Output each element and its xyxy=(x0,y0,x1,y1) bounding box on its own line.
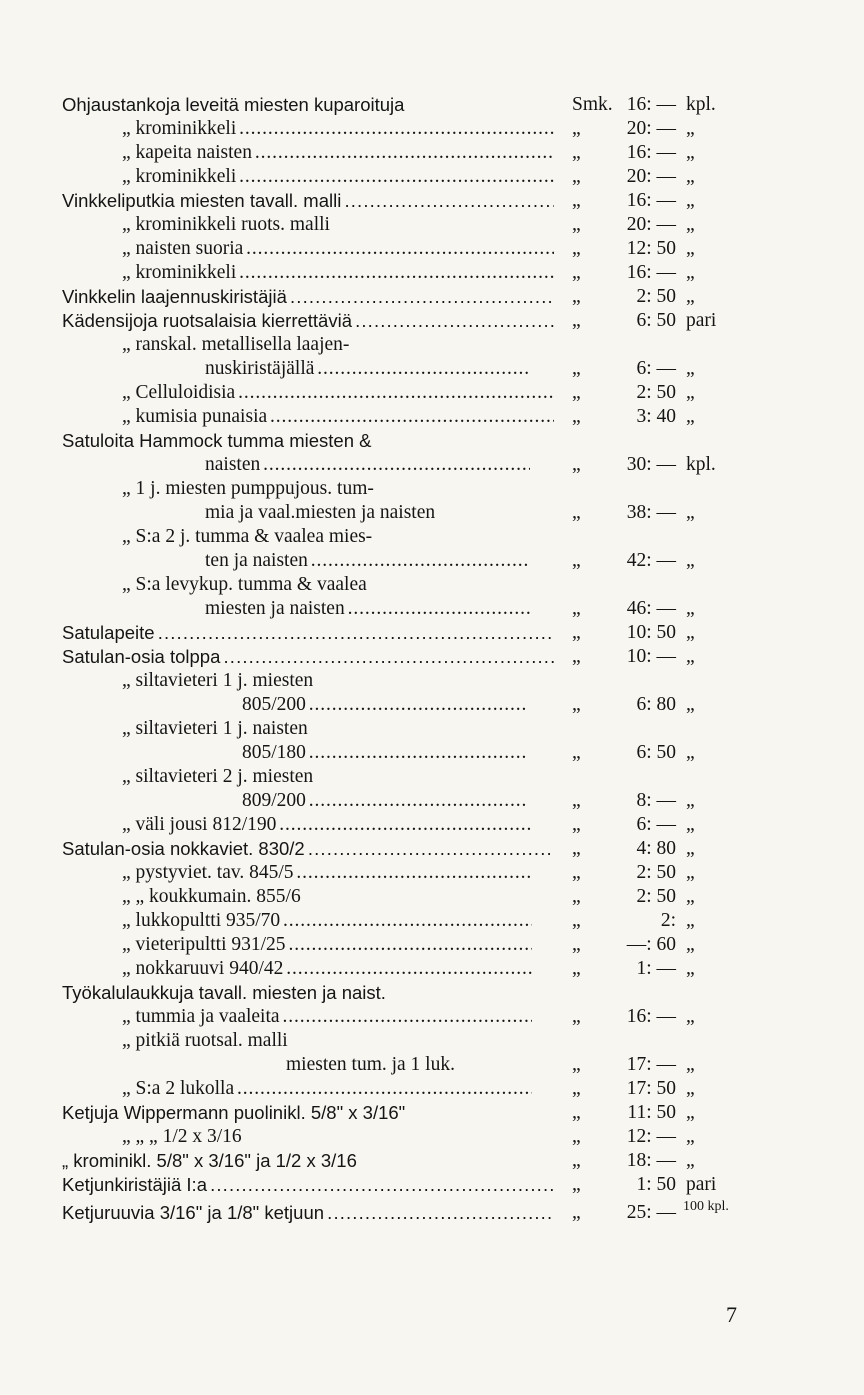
price-value: 6: — xyxy=(636,358,676,379)
item-description: Satulan-osia tolppa . . . xyxy=(62,644,554,670)
currency-column: „ xyxy=(572,358,581,379)
currency-column: „ xyxy=(572,238,581,259)
price-value: 12: — xyxy=(626,1126,676,1147)
unit-label: „ xyxy=(686,166,695,187)
price-row xyxy=(0,716,864,742)
currency-column: „ xyxy=(572,190,581,211)
price-row xyxy=(0,980,864,1006)
price-row xyxy=(0,140,864,166)
unit-label: „ xyxy=(686,1126,695,1147)
price-value: 30: — xyxy=(626,454,676,475)
currency-column: „ xyxy=(572,1078,581,1099)
unit-label: „ xyxy=(686,598,695,619)
unit-label: „ xyxy=(686,1006,695,1027)
price-row xyxy=(0,500,864,526)
currency-column: „ xyxy=(572,118,581,139)
currency-column: „ xyxy=(572,742,581,763)
item-description: „ 1 j. miesten pumppujous. tum- xyxy=(122,478,374,499)
price-value: 2: xyxy=(660,910,676,931)
price-value: 17: — xyxy=(626,1054,676,1075)
currency-column: „ xyxy=(572,1202,581,1223)
price-row xyxy=(0,836,864,862)
unit-label: „ xyxy=(686,142,695,163)
price-row xyxy=(0,1172,864,1198)
currency-column: „ xyxy=(572,1102,581,1123)
price-value: 42: — xyxy=(626,550,676,571)
currency-column: „ xyxy=(572,886,581,907)
price-value: 10: — xyxy=(626,646,676,667)
item-description: „ S:a 2 lukolla . . . xyxy=(122,1076,532,1102)
unit-label: kpl. xyxy=(686,94,716,115)
currency-column: „ xyxy=(572,958,581,979)
price-value: 18: — xyxy=(626,1150,676,1171)
price-row xyxy=(0,404,864,430)
price-row xyxy=(0,956,864,982)
price-row xyxy=(0,764,864,790)
price-value: 16: — xyxy=(626,190,676,211)
price-row xyxy=(0,692,864,718)
price-row xyxy=(0,380,864,406)
item-description: naisten . . . xyxy=(205,452,530,478)
unit-label: 100 kpl. xyxy=(683,1199,729,1214)
item-description: mia ja vaal.miesten ja naisten xyxy=(205,502,436,523)
price-row xyxy=(0,188,864,214)
price-row xyxy=(0,884,864,910)
currency-column: „ xyxy=(572,406,581,427)
item-description: „ „ koukkumain. 855/6 xyxy=(122,886,301,907)
price-row xyxy=(0,476,864,502)
currency-column: „ xyxy=(572,1174,581,1195)
unit-label: „ xyxy=(686,886,695,907)
price-value: 20: — xyxy=(626,118,676,139)
unit-label: pari xyxy=(686,310,717,331)
item-description: „ tummia ja vaaleita . . . xyxy=(122,1004,532,1030)
unit-label: „ xyxy=(686,790,695,811)
price-row xyxy=(0,524,864,550)
item-description: „ S:a levykup. tumma & vaalea xyxy=(122,574,367,595)
price-value: 16: — xyxy=(626,142,676,163)
item-description: „ siltavieteri 2 j. miesten xyxy=(122,766,314,787)
item-description: „ krominikkeli . . . xyxy=(122,164,554,190)
price-row xyxy=(0,308,864,334)
price-value: 11: 50 xyxy=(627,1102,676,1123)
item-description: Ketjuruuvia 3/16" ja 1/8" ketjuun . . . xyxy=(62,1200,554,1226)
currency-column: „ xyxy=(572,1126,581,1147)
item-description: Satulapeite . . . xyxy=(62,620,554,646)
item-description: „ siltavieteri 1 j. naisten xyxy=(122,718,308,739)
currency-column: „ xyxy=(572,502,581,523)
item-description: „ lukkopultti 935/70 . . . xyxy=(122,908,532,934)
unit-label: „ xyxy=(686,958,695,979)
price-row xyxy=(0,620,864,646)
price-row xyxy=(0,116,864,142)
item-description: „ naisten suoria . . . xyxy=(122,236,554,262)
unit-label: „ xyxy=(686,190,695,211)
item-description: „ ranskal. metallisella laajen- xyxy=(122,334,350,355)
price-row xyxy=(0,164,864,190)
price-row xyxy=(0,1124,864,1150)
price-row xyxy=(0,1148,864,1174)
item-description: „ kapeita naisten . . . xyxy=(122,140,554,166)
price-value: 38: — xyxy=(626,502,676,523)
price-value: 12: 50 xyxy=(626,238,676,259)
price-value: 20: — xyxy=(626,166,676,187)
page-number: 7 xyxy=(726,1302,737,1327)
item-description: Ohjaustankoja leveitä miesten kuparoituja xyxy=(62,94,405,115)
currency-column: „ xyxy=(572,790,581,811)
item-description: „ kumisia punaisia . . . xyxy=(122,404,554,430)
unit-label: „ xyxy=(686,742,695,763)
item-description: miesten ja naisten . . . xyxy=(205,596,530,622)
item-description: „ nokkaruuvi 940/42 . . . xyxy=(122,956,532,982)
unit-label: „ xyxy=(686,406,695,427)
currency-column: „ xyxy=(572,694,581,715)
unit-label: „ xyxy=(686,838,695,859)
price-value: 1: — xyxy=(636,958,676,979)
price-row xyxy=(0,908,864,934)
price-value: 1: 50 xyxy=(636,1174,676,1195)
price-row xyxy=(0,92,864,118)
currency-column: „ xyxy=(572,1006,581,1027)
item-description: „ Celluloidisia . . . xyxy=(122,380,554,406)
price-value: 16: — xyxy=(626,94,676,115)
price-row xyxy=(0,1028,864,1054)
unit-label: „ xyxy=(686,1078,695,1099)
price-row xyxy=(0,812,864,838)
price-row xyxy=(0,644,864,670)
unit-label: „ xyxy=(686,1150,695,1171)
price-value: 3: 40 xyxy=(636,406,676,427)
unit-label: „ xyxy=(686,502,695,523)
item-description: Vinkkeliputkia miesten tavall. malli . . . xyxy=(62,188,554,214)
item-description: Vinkkelin laajennuskiristäjiä . . . xyxy=(62,284,554,310)
price-value: 6: 50 xyxy=(636,742,676,763)
price-row xyxy=(0,596,864,622)
currency-column: „ xyxy=(572,622,581,643)
price-row xyxy=(0,284,864,310)
price-value: 16: — xyxy=(626,262,676,283)
unit-label: „ xyxy=(686,262,695,283)
currency-column: „ xyxy=(572,286,581,307)
item-description: ten ja naisten . . . xyxy=(205,548,530,574)
price-value: 8: — xyxy=(636,790,676,811)
unit-label: „ xyxy=(686,934,695,955)
unit-label: „ xyxy=(686,694,695,715)
currency-column: „ xyxy=(572,142,581,163)
unit-label: „ xyxy=(686,358,695,379)
price-row xyxy=(0,740,864,766)
price-row xyxy=(0,860,864,886)
unit-label: „ xyxy=(686,382,695,403)
currency-column: „ xyxy=(572,262,581,283)
unit-label: „ xyxy=(686,1054,695,1075)
price-row xyxy=(0,236,864,262)
item-description: „ krominikl. 5/8" x 3/16" ja 1/2 x 3/16 xyxy=(62,1150,357,1171)
unit-label: „ xyxy=(686,214,695,235)
currency-column: „ xyxy=(572,214,581,235)
item-description: Satuloita Hammock tumma miesten & xyxy=(62,430,372,451)
unit-label: „ xyxy=(686,862,695,883)
price-value: 46: — xyxy=(626,598,676,619)
price-row xyxy=(0,332,864,358)
item-description: „ pitkiä ruotsal. malli xyxy=(122,1030,288,1051)
currency-column: „ xyxy=(572,862,581,883)
price-value: 6: — xyxy=(636,814,676,835)
price-value: 16: — xyxy=(626,1006,676,1027)
price-value: 6: 80 xyxy=(636,694,676,715)
unit-label: pari xyxy=(686,1174,717,1195)
unit-label: „ xyxy=(686,1102,695,1123)
price-row xyxy=(0,572,864,598)
unit-label: „ xyxy=(686,646,695,667)
unit-label: „ xyxy=(686,814,695,835)
price-value: 2: 50 xyxy=(636,382,676,403)
currency-column: „ xyxy=(572,598,581,619)
price-value: 2: 50 xyxy=(636,286,676,307)
price-row xyxy=(0,452,864,478)
price-value: —: 60 xyxy=(626,934,676,955)
price-value: 2: 50 xyxy=(636,862,676,883)
price-row xyxy=(0,1076,864,1102)
price-value: 2: 50 xyxy=(636,886,676,907)
unit-label: „ xyxy=(686,910,695,931)
price-row xyxy=(0,548,864,574)
item-description: „ pystyviet. tav. 845/5 . . . xyxy=(122,860,532,886)
item-description: „ krominikkeli . . . xyxy=(122,116,554,142)
item-description: „ siltavieteri 1 j. miesten xyxy=(122,670,314,691)
item-description: Satulan-osia nokkaviet. 830/2 . . . xyxy=(62,836,554,862)
price-row xyxy=(0,1200,864,1226)
item-description: 805/180 . . . xyxy=(242,740,527,766)
item-description: Kädensijoja ruotsalaisia kierrettäviä . . . xyxy=(62,308,554,334)
price-row xyxy=(0,668,864,694)
unit-label: „ xyxy=(686,286,695,307)
currency-column: „ xyxy=(572,838,581,859)
price-row xyxy=(0,428,864,454)
currency-column: „ xyxy=(572,646,581,667)
price-row xyxy=(0,932,864,958)
currency-column: „ xyxy=(572,382,581,403)
price-value: 6: 50 xyxy=(636,310,676,331)
currency-column: „ xyxy=(572,550,581,571)
unit-label: „ xyxy=(686,118,695,139)
price-value: 4: 80 xyxy=(636,838,676,859)
item-description: „ krominikkeli ruots. malli xyxy=(122,214,330,235)
item-description: miesten tum. ja 1 luk. xyxy=(286,1054,455,1075)
currency-column: „ xyxy=(572,166,581,187)
currency-column: Smk. xyxy=(572,94,613,115)
currency-column: „ xyxy=(572,310,581,331)
currency-column: „ xyxy=(572,814,581,835)
unit-label: „ xyxy=(686,622,695,643)
price-row xyxy=(0,1052,864,1078)
price-row xyxy=(0,788,864,814)
item-description: „ krominikkeli . . . xyxy=(122,260,554,286)
currency-column: „ xyxy=(572,1054,581,1075)
item-description: Työkalulaukkuja tavall. miesten ja naist. xyxy=(62,982,386,1003)
item-description: „ vieteripultti 931/25 . . . xyxy=(122,932,532,958)
price-value: 25: — xyxy=(626,1202,676,1223)
price-row xyxy=(0,356,864,382)
item-description: nuskiristäjällä . . . xyxy=(205,356,530,382)
item-description: Ketjunkiristäjiä I:a . . . xyxy=(62,1172,554,1198)
item-description: „ väli jousi 812/190 . . . xyxy=(122,812,532,838)
item-description: Ketjuja Wippermann puolinikl. 5/8" x 3/16" xyxy=(62,1102,406,1123)
currency-column: „ xyxy=(572,934,581,955)
price-row xyxy=(0,212,864,238)
unit-label: kpl. xyxy=(686,454,716,475)
currency-column: „ xyxy=(572,910,581,931)
price-value: 17: 50 xyxy=(626,1078,676,1099)
item-description: 805/200 . . . xyxy=(242,692,527,718)
price-row xyxy=(0,1100,864,1126)
item-description: 809/200 . . . xyxy=(242,788,527,814)
currency-column: „ xyxy=(572,1150,581,1171)
unit-label: „ xyxy=(686,550,695,571)
price-value: 10: 50 xyxy=(626,622,676,643)
item-description: „ „ „ 1/2 x 3/16 xyxy=(122,1126,242,1147)
price-row xyxy=(0,260,864,286)
item-description: „ S:a 2 j. tumma & vaalea mies- xyxy=(122,526,373,547)
price-row xyxy=(0,1004,864,1030)
currency-column: „ xyxy=(572,454,581,475)
unit-label: „ xyxy=(686,238,695,259)
price-value: 20: — xyxy=(626,214,676,235)
